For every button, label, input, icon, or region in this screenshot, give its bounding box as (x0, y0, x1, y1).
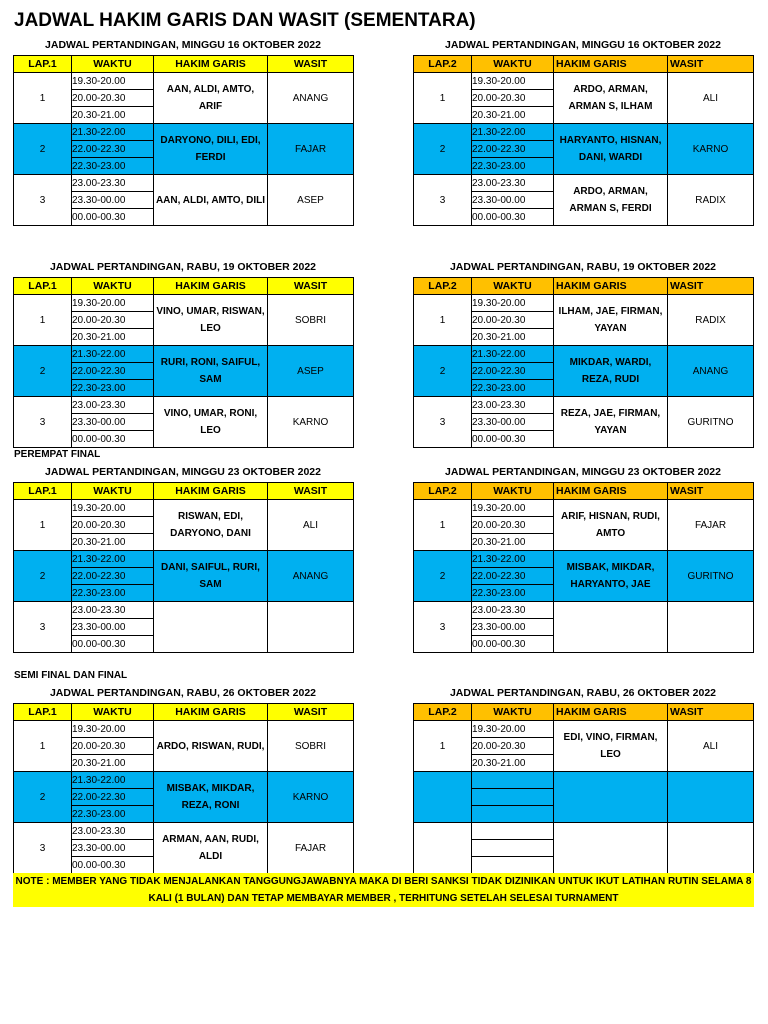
section-label-perempat-final: PEREMPAT FINAL (14, 449, 101, 460)
time-slot: 00.00-00.30 (472, 431, 554, 448)
header-waktu: WAKTU (72, 56, 154, 73)
header-waktu: WAKTU (472, 483, 554, 500)
wasit-name: FAJAR (668, 500, 754, 551)
schedule-table (413, 277, 754, 448)
hakim-garis-names (154, 602, 268, 653)
hakim-garis-names: VINO, UMAR, RISWAN, LEO (154, 295, 268, 346)
time-slot (472, 857, 554, 874)
time-slot: 20.00-20.30 (472, 312, 554, 329)
hakim-garis-names: AAN, ALDI, AMTO, DILI (154, 175, 268, 226)
time-slot: 23.30-00.00 (72, 192, 154, 209)
time-slot: 23.00-23.30 (472, 602, 554, 619)
schedule-title: JADWAL PERTANDINGAN, RABU, 26 OKTOBER 2022 (449, 687, 717, 699)
table-row (14, 175, 354, 192)
schedule-table (13, 703, 354, 874)
lap-number: 2 (14, 551, 72, 602)
hakim-garis-names: AAN, ALDI, AMTO, ARIF (154, 73, 268, 124)
time-slot: 19.30-20.00 (472, 500, 554, 517)
lap-number: 1 (14, 73, 72, 124)
table-row (14, 551, 354, 568)
time-slot: 19.30-20.00 (72, 721, 154, 738)
wasit-name: ALI (668, 721, 754, 772)
header-lap: LAP.2 (414, 704, 472, 721)
hakim-garis-names: VINO, UMAR, RONI, LEO (154, 397, 268, 448)
time-slot: 00.00-00.30 (72, 857, 154, 874)
wasit-name: ANANG (268, 551, 354, 602)
schedule-title: JADWAL PERTANDINGAN, MINGGU 16 OKTOBER 2022 (445, 39, 721, 51)
time-slot: 23.30-00.00 (72, 414, 154, 431)
wasit-name: RADIX (668, 295, 754, 346)
header-lap: LAP.2 (414, 278, 472, 295)
time-slot: 21.30-22.00 (472, 346, 554, 363)
lap-number (414, 823, 472, 874)
time-slot: 22.30-23.00 (472, 158, 554, 175)
time-slot: 23.30-00.00 (472, 192, 554, 209)
table-row (414, 602, 754, 619)
time-slot: 23.00-23.30 (72, 602, 154, 619)
hakim-garis-names: MISBAK, MIKDAR, REZA, RONI (154, 772, 268, 823)
time-slot: 23.30-00.00 (472, 619, 554, 636)
header-waktu: WAKTU (472, 56, 554, 73)
time-slot: 23.30-00.00 (72, 619, 154, 636)
header-wasit: WASIT (668, 56, 754, 73)
table-row (414, 551, 754, 568)
hakim-garis-names: ARDO, RISWAN, RUDI, (154, 721, 268, 772)
time-slot: 20.00-20.30 (72, 738, 154, 755)
header-wasit: WASIT (668, 483, 754, 500)
time-slot: 20.30-21.00 (472, 107, 554, 124)
table-row (14, 124, 354, 141)
header-wasit: WASIT (668, 704, 754, 721)
time-slot: 22.00-22.30 (72, 568, 154, 585)
lap-number: 1 (414, 500, 472, 551)
time-slot: 20.00-20.30 (472, 90, 554, 107)
lap-number: 2 (14, 772, 72, 823)
header-wasit: WASIT (268, 56, 354, 73)
header-hakim-garis: HAKIM GARIS (554, 483, 668, 500)
wasit-name: ANANG (668, 346, 754, 397)
time-slot: 20.30-21.00 (472, 329, 554, 346)
header-hakim-garis: HAKIM GARIS (554, 278, 668, 295)
time-slot: 19.30-20.00 (472, 73, 554, 90)
header-wasit: WASIT (268, 704, 354, 721)
wasit-name: KARNO (268, 397, 354, 448)
time-slot (472, 806, 554, 823)
schedule-title: JADWAL PERTANDINGAN, MINGGU 16 OKTOBER 2022 (45, 39, 321, 51)
time-slot: 23.30-00.00 (72, 840, 154, 857)
lap-number: 3 (414, 175, 472, 226)
schedule-title: JADWAL PERTANDINGAN, RABU, 19 OKTOBER 2022 (449, 261, 717, 273)
table-row (414, 721, 754, 738)
time-slot: 23.00-23.30 (72, 823, 154, 840)
time-slot: 23.00-23.30 (72, 175, 154, 192)
time-slot: 22.00-22.30 (472, 568, 554, 585)
header-hakim-garis: HAKIM GARIS (154, 483, 268, 500)
lap-number: 3 (14, 175, 72, 226)
time-slot: 21.30-22.00 (472, 551, 554, 568)
header-lap: LAP.2 (414, 56, 472, 73)
lap-number: 3 (414, 397, 472, 448)
time-slot: 19.30-20.00 (72, 295, 154, 312)
header-waktu: WAKTU (472, 278, 554, 295)
table-row (14, 346, 354, 363)
header-hakim-garis: HAKIM GARIS (554, 56, 668, 73)
time-slot: 22.30-23.00 (72, 380, 154, 397)
table-row (14, 823, 354, 840)
wasit-name: GURITNO (668, 551, 754, 602)
schedule-title: JADWAL PERTANDINGAN, MINGGU 23 OKTOBER 2022 (445, 466, 721, 478)
time-slot: 20.30-21.00 (72, 534, 154, 551)
time-slot: 23.00-23.30 (472, 397, 554, 414)
header-wasit: WASIT (268, 278, 354, 295)
time-slot: 00.00-00.30 (72, 636, 154, 653)
wasit-name: ASEP (268, 175, 354, 226)
time-slot: 23.00-23.30 (472, 175, 554, 192)
wasit-name: KARNO (668, 124, 754, 175)
time-slot (472, 840, 554, 857)
header-hakim-garis: HAKIM GARIS (154, 704, 268, 721)
schedule-table (13, 55, 354, 226)
table-row (14, 772, 354, 789)
lap-number (414, 772, 472, 823)
hakim-garis-names: ILHAM, JAE, FIRMAN, YAYAN (554, 295, 668, 346)
time-slot: 22.00-22.30 (472, 363, 554, 380)
header-lap: LAP.1 (14, 704, 72, 721)
time-slot: 22.00-22.30 (472, 141, 554, 158)
lap-number: 3 (14, 823, 72, 874)
hakim-garis-names: ARDO, ARMAN, ARMAN S, FERDI (554, 175, 668, 226)
time-slot (472, 823, 554, 840)
note-banner: NOTE : MEMBER YANG TIDAK MENJALANKAN TANGGUNGJAWABNYA MAKA DI BERI SANKSI TIDAK DIZINIKAN UNTUK IKUT LATIHAN RUTIN SELAMA 8 KALI (1 BULAN) DAN TETAP MEMBAYAR MEMBER , TERHITUNG SETELAH SELESAI TURNAMENT (13, 873, 754, 907)
hakim-garis-names: ARDO, ARMAN, ARMAN S, ILHAM (554, 73, 668, 124)
schedule-title: JADWAL PERTANDINGAN, MINGGU 23 OKTOBER 2022 (45, 466, 321, 478)
lap-number: 3 (414, 602, 472, 653)
hakim-garis-names: MIKDAR, WARDI, REZA, RUDI (554, 346, 668, 397)
table-row (14, 73, 354, 90)
lap-number: 1 (14, 295, 72, 346)
header-hakim-garis: HAKIM GARIS (554, 704, 668, 721)
time-slot: 19.30-20.00 (72, 73, 154, 90)
header-waktu: WAKTU (72, 483, 154, 500)
header-waktu: WAKTU (72, 278, 154, 295)
time-slot: 19.30-20.00 (472, 295, 554, 312)
header-hakim-garis: HAKIM GARIS (154, 278, 268, 295)
wasit-name (668, 772, 754, 823)
wasit-name: ASEP (268, 346, 354, 397)
header-lap: LAP.1 (14, 278, 72, 295)
time-slot: 20.30-21.00 (72, 107, 154, 124)
time-slot: 21.30-22.00 (72, 124, 154, 141)
schedule-table (13, 482, 354, 653)
hakim-garis-names: DANI, SAIFUL, RURI, SAM (154, 551, 268, 602)
lap-number: 3 (14, 602, 72, 653)
time-slot: 20.00-20.30 (72, 312, 154, 329)
schedule-table (413, 482, 754, 653)
header-wasit: WASIT (268, 483, 354, 500)
header-lap: LAP.1 (14, 56, 72, 73)
table-row (414, 73, 754, 90)
time-slot: 00.00-00.30 (472, 636, 554, 653)
header-lap: LAP.1 (14, 483, 72, 500)
wasit-name: ALI (268, 500, 354, 551)
lap-number: 1 (414, 295, 472, 346)
lap-number: 2 (14, 124, 72, 175)
time-slot: 00.00-00.30 (472, 209, 554, 226)
hakim-garis-names (554, 823, 668, 874)
wasit-name: SOBRI (268, 295, 354, 346)
lap-number: 2 (414, 124, 472, 175)
table-row (414, 175, 754, 192)
time-slot: 22.30-23.00 (72, 585, 154, 602)
table-row (414, 772, 754, 789)
time-slot: 00.00-00.30 (72, 209, 154, 226)
time-slot: 22.00-22.30 (72, 363, 154, 380)
header-hakim-garis: HAKIM GARIS (154, 56, 268, 73)
time-slot: 19.30-20.00 (72, 500, 154, 517)
hakim-garis-names: DARYONO, DILI, EDI, FERDI (154, 124, 268, 175)
time-slot: 21.30-22.00 (472, 124, 554, 141)
wasit-name: KARNO (268, 772, 354, 823)
time-slot: 21.30-22.00 (72, 551, 154, 568)
time-slot (472, 789, 554, 806)
schedule-title: JADWAL PERTANDINGAN, RABU, 19 OKTOBER 2022 (49, 261, 317, 273)
time-slot: 22.00-22.30 (72, 141, 154, 158)
hakim-garis-names: REZA, JAE, FIRMAN, YAYAN (554, 397, 668, 448)
time-slot: 20.30-21.00 (72, 329, 154, 346)
time-slot: 20.30-21.00 (472, 534, 554, 551)
time-slot: 23.30-00.00 (472, 414, 554, 431)
page-title: JADWAL HAKIM GARIS DAN WASIT (SEMENTARA) (14, 10, 476, 31)
table-row (414, 397, 754, 414)
header-waktu: WAKTU (472, 704, 554, 721)
header-wasit: WASIT (668, 278, 754, 295)
table-row (14, 295, 354, 312)
wasit-name: ALI (668, 73, 754, 124)
time-slot: 20.30-21.00 (72, 755, 154, 772)
hakim-garis-names: RURI, RONI, SAIFUL, SAM (154, 346, 268, 397)
hakim-garis-names: ARMAN, AAN, RUDI, ALDI (154, 823, 268, 874)
time-slot (472, 772, 554, 789)
wasit-name: FAJAR (268, 124, 354, 175)
table-row (14, 500, 354, 517)
header-waktu: WAKTU (72, 704, 154, 721)
wasit-name (668, 823, 754, 874)
lap-number: 3 (14, 397, 72, 448)
wasit-name: GURITNO (668, 397, 754, 448)
wasit-name: SOBRI (268, 721, 354, 772)
header-lap: LAP.2 (414, 483, 472, 500)
time-slot: 22.30-23.00 (472, 585, 554, 602)
table-row (414, 346, 754, 363)
table-row (14, 721, 354, 738)
lap-number: 1 (14, 721, 72, 772)
wasit-name: RADIX (668, 175, 754, 226)
time-slot: 22.00-22.30 (72, 789, 154, 806)
time-slot: 21.30-22.00 (72, 772, 154, 789)
table-row (414, 823, 754, 840)
wasit-name (668, 602, 754, 653)
hakim-garis-names: RISWAN, EDI, DARYONO, DANI (154, 500, 268, 551)
lap-number: 1 (414, 721, 472, 772)
schedule-table (13, 277, 354, 448)
lap-number: 2 (414, 551, 472, 602)
time-slot: 20.00-20.30 (72, 90, 154, 107)
table-row (414, 500, 754, 517)
wasit-name (268, 602, 354, 653)
hakim-garis-names: HARYANTO, HISNAN, DANI, WARDI (554, 124, 668, 175)
schedule-title: JADWAL PERTANDINGAN, RABU, 26 OKTOBER 2022 (49, 687, 317, 699)
time-slot: 22.30-23.00 (72, 158, 154, 175)
wasit-name: ANANG (268, 73, 354, 124)
hakim-garis-names: MISBAK, MIKDAR, HARYANTO, JAE (554, 551, 668, 602)
hakim-garis-names: ARIF, HISNAN, RUDI, AMTO (554, 500, 668, 551)
table-row (14, 397, 354, 414)
wasit-name: FAJAR (268, 823, 354, 874)
time-slot: 20.00-20.30 (472, 738, 554, 755)
time-slot: 22.30-23.00 (472, 380, 554, 397)
schedule-table (413, 55, 754, 226)
time-slot: 19.30-20.00 (472, 721, 554, 738)
time-slot: 00.00-00.30 (72, 431, 154, 448)
lap-number: 1 (414, 73, 472, 124)
lap-number: 1 (14, 500, 72, 551)
hakim-garis-names (554, 602, 668, 653)
time-slot: 22.30-23.00 (72, 806, 154, 823)
lap-number: 2 (14, 346, 72, 397)
time-slot: 20.30-21.00 (472, 755, 554, 772)
schedule-table (413, 703, 754, 874)
hakim-garis-names (554, 772, 668, 823)
time-slot: 20.00-20.30 (472, 517, 554, 534)
table-row (414, 295, 754, 312)
hakim-garis-names: EDI, VINO, FIRMAN, LEO (554, 721, 668, 772)
table-row (14, 602, 354, 619)
section-label-semi-final: SEMI FINAL DAN FINAL (14, 670, 128, 681)
time-slot: 21.30-22.00 (72, 346, 154, 363)
time-slot: 20.00-20.30 (72, 517, 154, 534)
time-slot: 23.00-23.30 (72, 397, 154, 414)
lap-number: 2 (414, 346, 472, 397)
table-row (414, 124, 754, 141)
